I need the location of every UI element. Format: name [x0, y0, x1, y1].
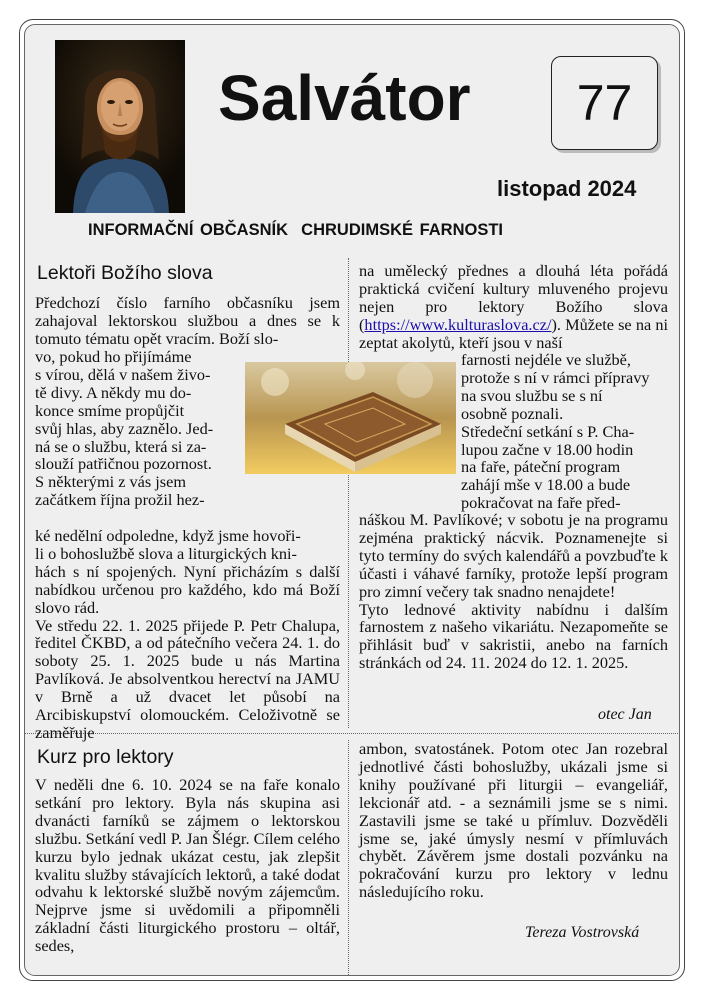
article1-intro-text: Předchozí číslo farního občasníku jsem zahajoval lektorskou službou a dnes se k tomuto tématu opět vracím. Boží slo-	[35, 293, 340, 348]
article1-right-body-text: náškou M. Pavlíkové; v sobotu je na programu zejména praktický nácvik. Poznamenejte si tyto termíny do svých kalendářů a povzbuďte k účasti i váhavé farníky, protože lepší program pro zimní večery tak snadno nenajdete! Tyto lednové aktivity nabídnu i dalším farnostem z našeho vikariátu. Nezapomeňte se přihlásit buď v sakristii, anebo na farních stránkách od 24. 11. 2024 do 12. 1. 2025.	[359, 510, 668, 673]
article2-left-text: V neděli dne 6. 10. 2024 se na faře konalo setkání pro lektory. Byla nás skupina asi dvanácti farníků se zájmem o lektorskou službu. Setkání vedl P. Jan Šlégr. Cílem celého kurzu bylo jednak ukázat cestu, jak zlepšit kvalitu služby stávajících lektorů, a také dodat odvahu k lektorské službě novým zájemcům. Nejprve jsme si uvědomili a připomněli základní části liturgického prostoru – oltář, sedes,	[35, 775, 340, 956]
article1-body-text: ké nedělní odpoledne, když jsme hovoři- li o bohoslužbě slova a liturgických kni- hách s ní spojených. Nyní přicházím s další nabídkou určenou pro každého, kdo má Boží slovo rád. Ve středu 22. 1. 2025 přijede P. Petr Chalupa, ředitel ČKBD, a od pátečního večera 24. 1. do soboty 25. 1. 2025 bude u nás Martina Pavlíková. Je absolventkou herectví na JAMU v Brně a už dvacet let působí na Arcibiskupství olomouckém. Celoživotně se zaměřuje	[35, 526, 340, 742]
article1-wrap-text: vo, pokud ho přijímáme s vírou, dělá v našem živo- tě divy. A někdy mu do- konce smíme propůjčit svůj hlas, aby zaznělo. Jed- ná se o službu, která si za- slouží patřičnou pozornost. S některými z vás jsem začátkem října prožil hez-	[35, 347, 214, 510]
article2-signature: Tereza Vostrovská	[525, 924, 640, 941]
article1-signature: otec Jan	[598, 706, 652, 723]
masthead-title: Salvátor	[218, 62, 471, 134]
christ-portrait-image	[55, 40, 185, 213]
article1-right-wrap-text: farnosti nejdéle ve službě, protože s ní v rámci přípravy na svou službu se s ní osobně poznali. Středeční setkání s P. Cha- lupou začne v 18.00 hodin na faře, páteční program zahájí mše v 18.00 a bude pokračovat na faře před-	[461, 350, 650, 513]
publication-subtitle: INFORMAČNÍ OBČASNÍK CHRUDIMSKÉ FARNOSTI	[88, 221, 503, 239]
column-divider-top	[348, 258, 350, 728]
column-divider-bottom	[348, 740, 350, 975]
article1-right-top-text: na umělecký přednes a dlouhá léta pořádá praktická cvičení kultury mluveného projevu nejen pro lektory Božího slova (https://www.kulturaslova.cz/). Můžete se na ni zeptat akolytů, kteří jsou v naší	[359, 261, 668, 352]
book-image	[245, 362, 456, 474]
article2-right-text: ambon, svatostánek. Potom otec Jan rozebral jednotlivé části bohoslužby, ukázali jsme si knihy používané při liturgii – evangeliář, lekcionář atd. - a seznámili jsme se s nimi. Zastavili jsme se také u přímluv. Dozvěděli jsme se, jaké úmysly nesmí v přímluvách chybět. Závěrem jsme dostali pozvánku na pokračování kurzu pro lektory v lednu následujícího roku.	[359, 739, 668, 902]
issue-number: 77	[551, 56, 658, 150]
article2-heading: Kurz pro lektory	[37, 746, 174, 768]
kulturaslova-link[interactable]: https://www.kulturaslova.cz/	[364, 314, 552, 334]
article-heading: Lektoři Božího slova	[37, 262, 213, 284]
issue-date: listopad 2024	[497, 176, 637, 201]
